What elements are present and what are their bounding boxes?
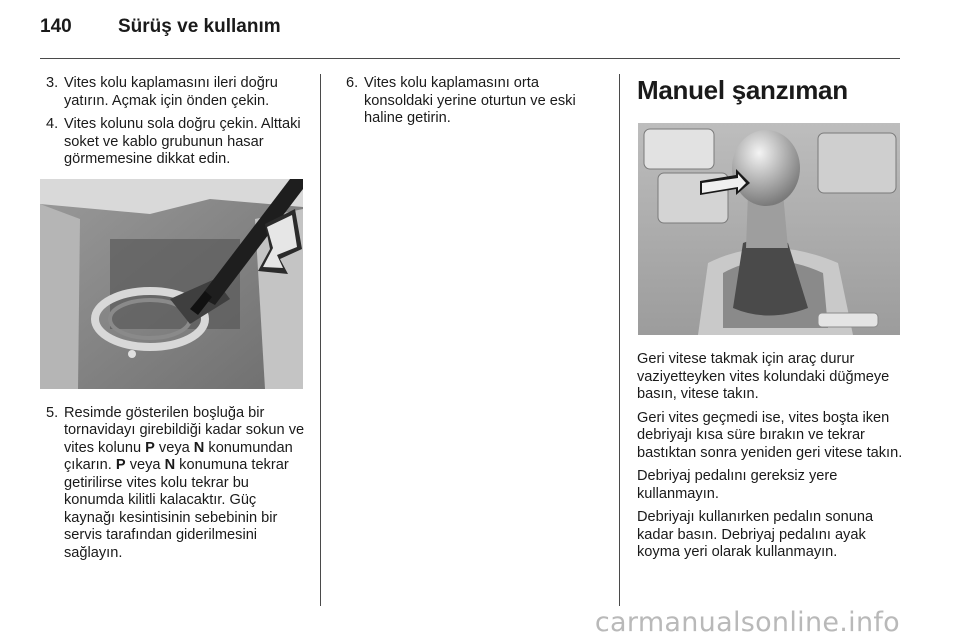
step-text-part: veya: [125, 457, 165, 473]
step-text-part: konumundan çıkarın.: [64, 439, 293, 473]
step-number: 3.: [46, 75, 59, 91]
column-middle: [340, 75, 605, 134]
section-title: Manuel şanzıman: [637, 75, 848, 105]
page-number: 140: [40, 16, 72, 37]
step-text: Vites kolunu sola doğru çekin. Alttaki soket ve kablo grubunun hasar görmemesine dikkat edin.: [64, 116, 301, 167]
paragraph: Geri vitese takmak için araç durur vaziyetteyken vites kolundaki düğmeye basın, vitese takın.: [637, 351, 890, 402]
gear-lever-release-photo: [40, 179, 303, 389]
step-3: [40, 75, 306, 110]
step-text-part: konumuna tekrar getirilirse vites kolu tekrar bu konumda kilitli kalacaktır. Güç kaynağı kesintisinin sebebinin bir servis tarafından giderilmesini sağlayın.: [64, 457, 289, 561]
watermark: carmanualsonline.info: [594, 607, 900, 638]
header-rule: [40, 58, 900, 59]
step-number: 6.: [346, 75, 359, 91]
step-text: Vites kolu kaplamasını ileri doğru yatırın. Açmak için önden çekin.: [64, 75, 278, 109]
step-text-part: Resimde gösterilen boşluğa bir tornavidayı girebildiği kadar sokun ve vites kolunu: [64, 404, 305, 456]
column-left: [40, 75, 306, 568]
step-number: 4.: [46, 116, 59, 132]
step-4: [40, 116, 306, 169]
gear-p: P: [145, 439, 155, 456]
column-divider-1: [320, 74, 321, 606]
step-5: [40, 405, 306, 563]
gear-n: N: [193, 439, 205, 456]
gear-p: P: [115, 457, 126, 473]
step-6: [340, 75, 605, 128]
column-right: [637, 75, 905, 568]
step-text-part: veya: [154, 439, 194, 456]
column-divider-2: [619, 74, 620, 606]
step-text: Vites kolu kaplamasını orta konsoldaki yerine oturtun ve eski haline getirin.: [364, 75, 576, 126]
paragraph: Geri vites geçmedi ise, vites boşta iken debriyajı kısa süre bırakın ve tekrar bastıktan sonra yeniden geri vitese takın.: [637, 409, 903, 461]
step-number: 5.: [46, 404, 59, 421]
running-head: Sürüş ve kullanım: [118, 16, 281, 37]
paragraph: Debriyajı kullanırken pedalın sonuna kadar basın. Debriyaj pedalını ayak koyma yeri olarak kullanmayın.: [637, 509, 874, 560]
gear-n: N: [164, 457, 176, 473]
paragraph: Debriyaj pedalını gereksiz yere kullanmayın.: [637, 468, 838, 502]
manual-gear-knob-photo: [638, 123, 900, 335]
